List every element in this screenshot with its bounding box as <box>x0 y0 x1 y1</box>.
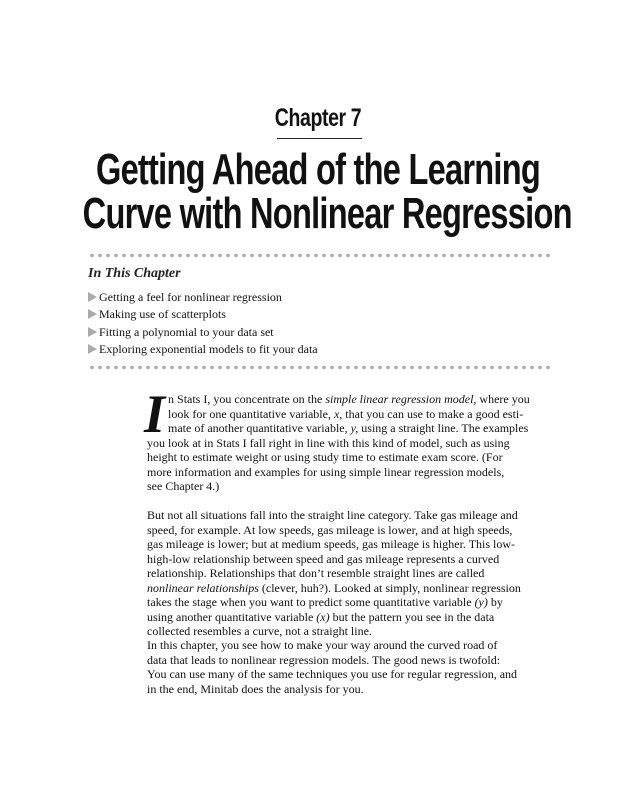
chapter-title-line-2: Curve with Nonlinear Regression <box>82 189 572 238</box>
text-line: gas mileage is lower; but at medium speeds, gas mileage is higher. This low- <box>147 537 516 551</box>
chapter-rule <box>277 138 362 139</box>
text-line: data that leads to nonlinear regression models. The good news is twofold: <box>147 652 501 667</box>
list-item <box>88 323 318 341</box>
text-line: more information and examples for using simple linear regression models, <box>147 464 505 479</box>
text-line: nonlinear relationships (clever, huh?). Looked at simply, nonlinear regression <box>147 580 521 595</box>
text-line: high-low relationship between speed and gas mileage represents a curved <box>147 551 500 566</box>
dotted-divider-bottom <box>88 365 552 370</box>
paragraph-intro <box>144 384 553 494</box>
list-item-text: Making use of scatterplots <box>99 307 226 322</box>
text-line: n Stats I, you concentrate on the simple linear regression model, where you <box>168 392 530 406</box>
text-line: You can use many of the same techniques you use for regular regression, and <box>147 667 518 681</box>
text-line: speed, for example. At low speeds, gas mileage is lower, and at high speeds, <box>147 522 513 537</box>
text-line: you look at in Stats I fall right in line with this kind of model, such as using <box>147 435 510 450</box>
chapter-title <box>82 145 572 238</box>
triangle-bullet-icon <box>88 292 97 302</box>
chapter-label: Chapter 7 <box>274 104 362 132</box>
dotted-divider-top <box>88 253 552 258</box>
text-line: mate of another quantitative variable, y, using a straight line. The examples <box>168 421 529 435</box>
text-line: collected resembles a curve, not a straight line. <box>147 624 372 638</box>
text-line: height to estimate weight or using study time to estimate exam score. (For <box>147 450 503 464</box>
text-line: see Chapter 4.) <box>147 479 220 493</box>
text-line: relationship. Relationships that don’t resemble straight lines are called <box>147 566 485 580</box>
in-this-chapter-list <box>88 288 318 358</box>
list-item-text: Fitting a polynomial to your data set <box>99 324 274 339</box>
text-line: takes the stage when you want to predict some quantitative variable (y) by <box>147 595 503 609</box>
list-item <box>88 288 318 306</box>
text-line: in the end, Minitab does the analysis for you. <box>147 681 364 696</box>
text-line: look for one quantitative variable, x, that you can use to make a good esti- <box>168 406 524 421</box>
triangle-bullet-icon <box>88 309 97 319</box>
list-item-text: Exploring exponential models to fit your data <box>99 342 318 357</box>
paragraph-chapter-overview <box>147 638 553 696</box>
list-item <box>88 341 318 359</box>
paragraph-nonlinear <box>147 508 553 639</box>
triangle-bullet-icon <box>88 327 97 337</box>
text-line: using another quantitative variable (x) but the pattern you see in the data <box>147 609 495 624</box>
text-line: In this chapter, you see how to make your way around the curved road of <box>147 638 498 652</box>
in-this-chapter-heading: In This Chapter <box>88 266 181 281</box>
text-line: But not all situations fall into the straight line category. Take gas mileage and <box>147 508 518 522</box>
triangle-bullet-icon <box>88 344 97 354</box>
chapter-title-line-1: Getting Ahead of the Learning <box>95 145 541 194</box>
list-item <box>88 306 318 324</box>
list-item-text: Getting a feel for nonlinear regression <box>99 289 282 304</box>
drop-cap: I <box>144 384 166 444</box>
